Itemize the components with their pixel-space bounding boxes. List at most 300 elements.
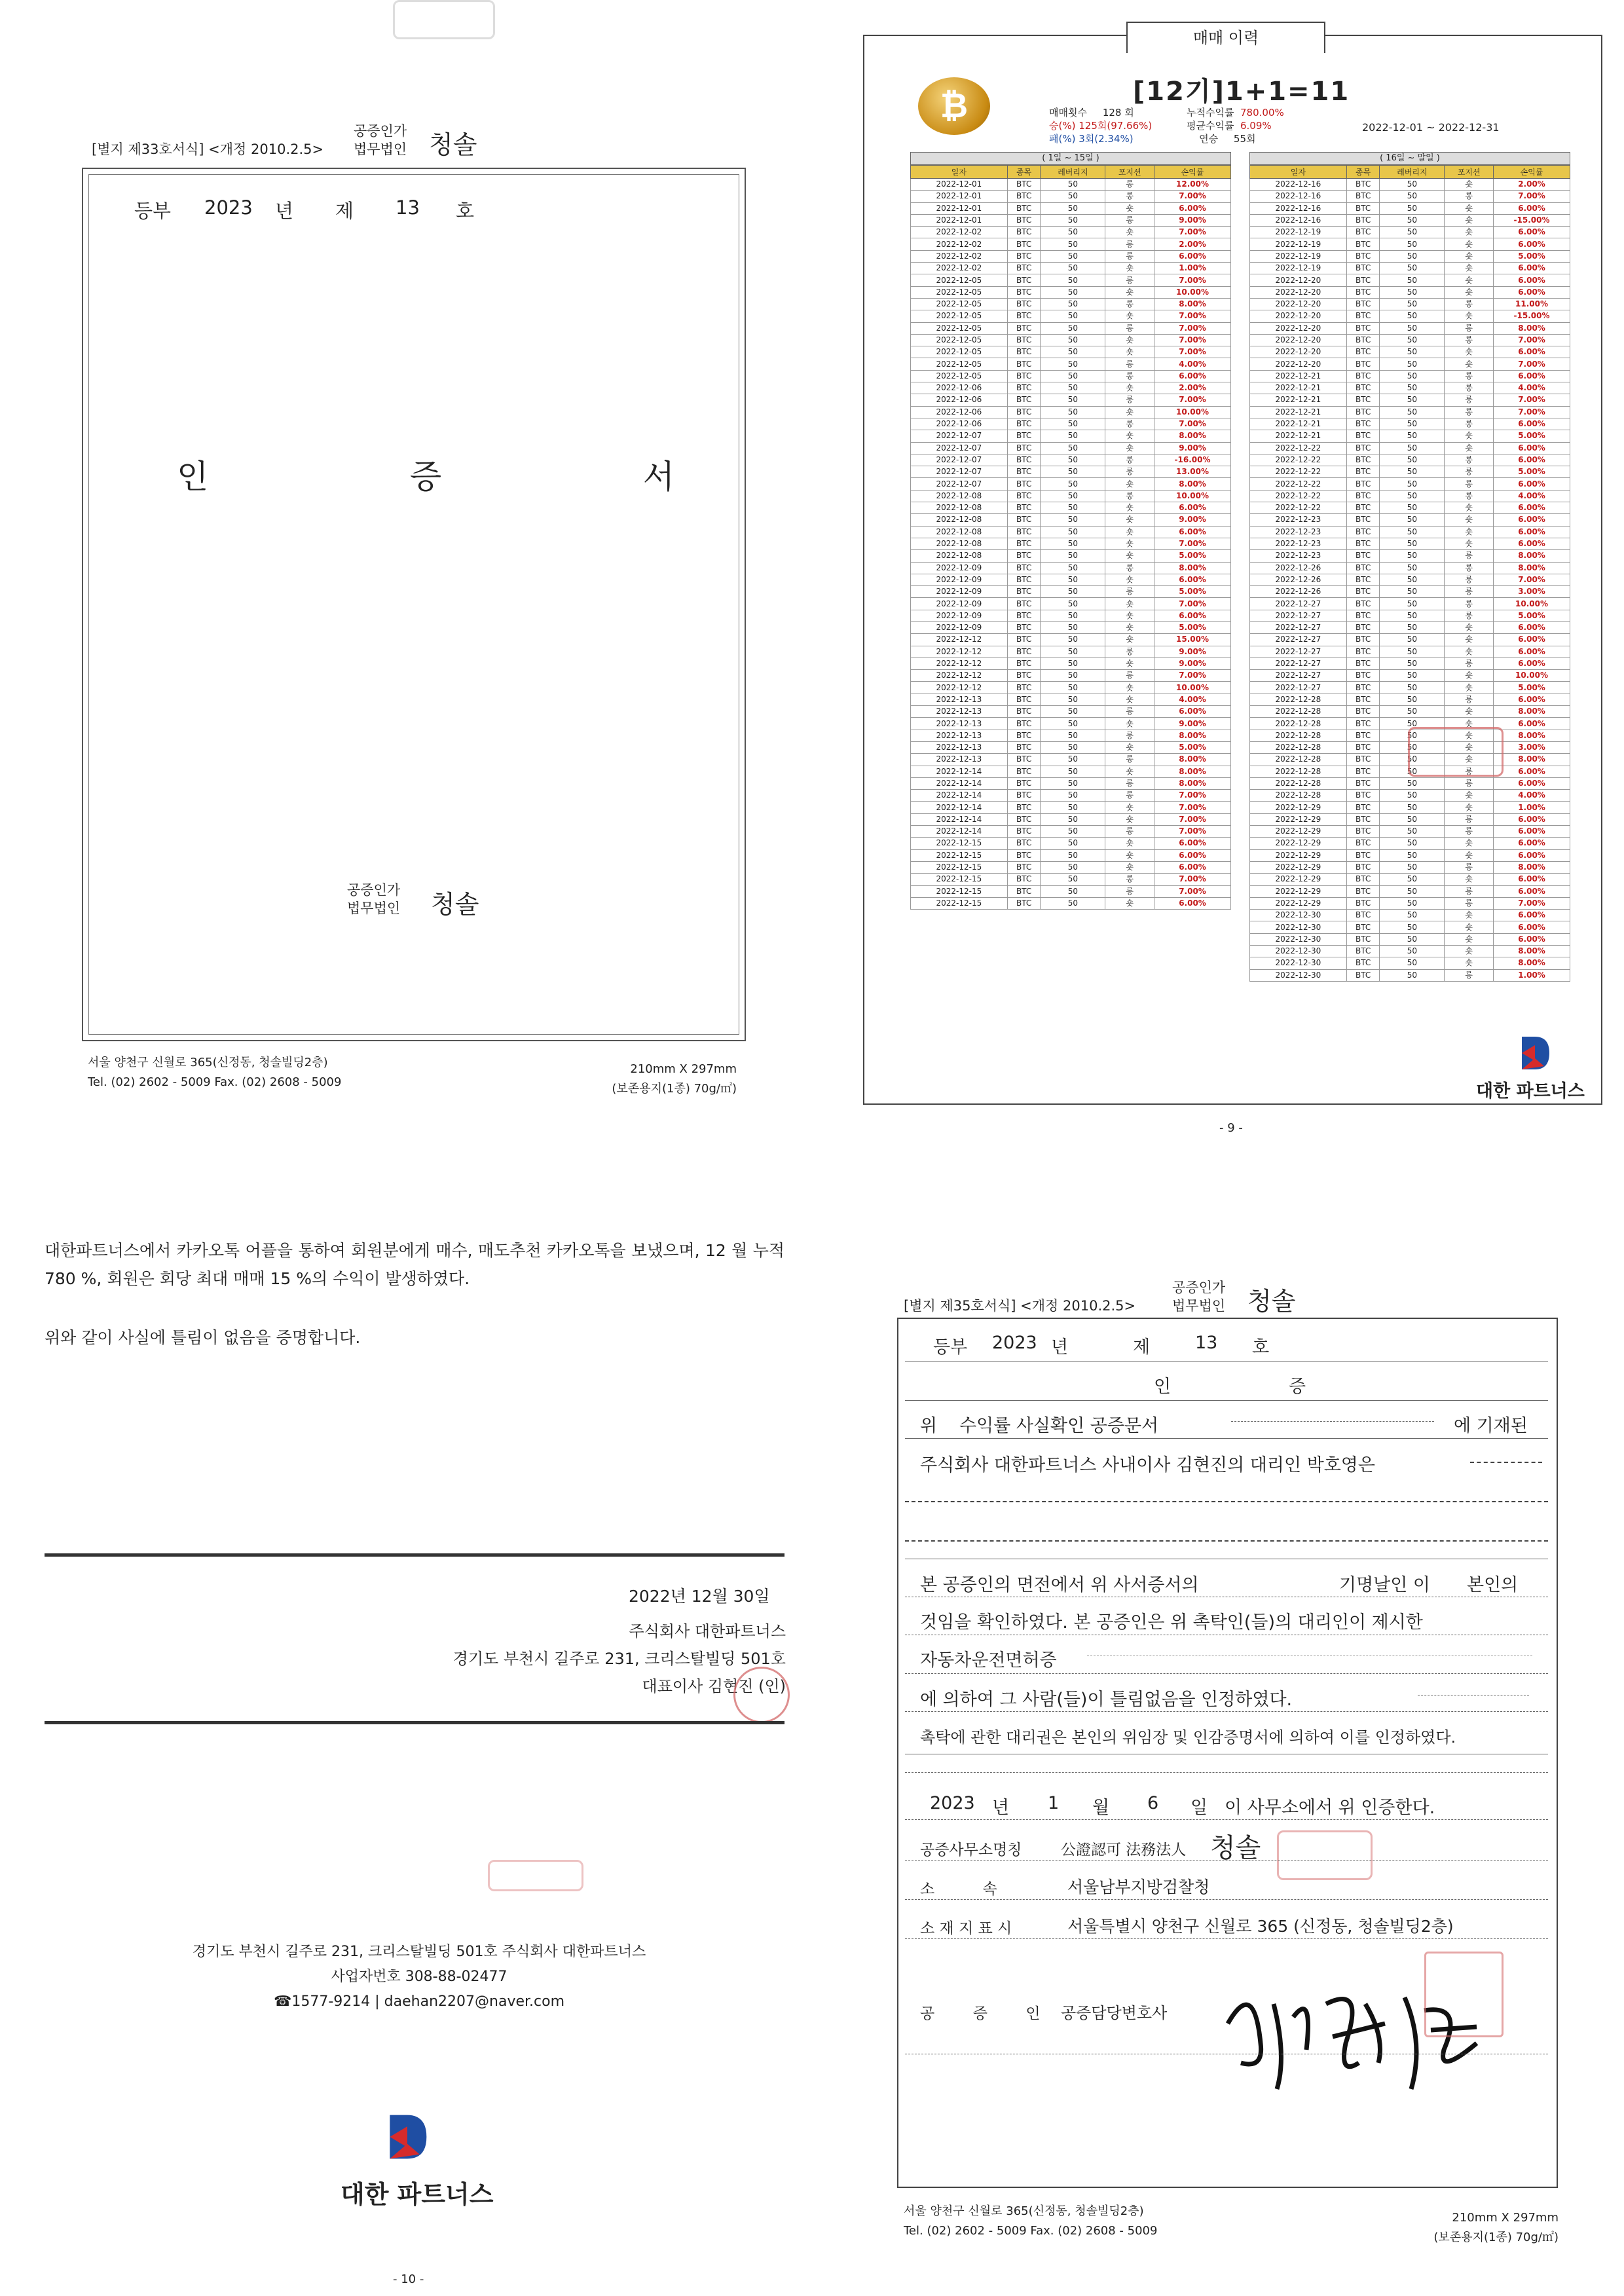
row-date: 2022-12-05 — [911, 334, 1008, 346]
row-symbol: BTC — [1346, 430, 1380, 442]
col-pl: 손익률 — [1494, 166, 1570, 179]
row-pl: 12.00% — [1154, 179, 1231, 191]
row-pl: 6.00% — [1494, 766, 1570, 777]
trade-row — [911, 861, 1231, 873]
row-leverage: 50 — [1380, 202, 1445, 214]
trade-row — [911, 730, 1231, 741]
row-symbol: BTC — [1007, 874, 1041, 885]
belong-value: 서울남부지방검찰청 — [1067, 1878, 1210, 1897]
row-pl: 9.00% — [1154, 646, 1231, 657]
row-symbol: BTC — [1007, 718, 1041, 730]
trade-row — [1250, 418, 1570, 430]
row-pl: 7.00% — [1154, 885, 1231, 897]
row-position: 숏 — [1105, 574, 1154, 585]
row-position: 롱 — [1445, 586, 1494, 598]
row-leverage: 50 — [1041, 849, 1105, 861]
location-label: 소 재 지 표 시 — [920, 1920, 1012, 1937]
row-pl: 5.00% — [1154, 550, 1231, 562]
row-symbol: BTC — [1346, 670, 1380, 682]
trade-row — [911, 238, 1231, 250]
row-pl: 8.00% — [1494, 322, 1570, 334]
row-symbol: BTC — [1007, 826, 1041, 838]
row-leverage: 50 — [1380, 790, 1445, 802]
notary-value: 공증담당변호사 — [1061, 2004, 1168, 2022]
row-leverage: 50 — [1041, 466, 1105, 478]
trade-row — [911, 754, 1231, 766]
row-position: 롱 — [1105, 238, 1154, 250]
row-date: 2022-12-06 — [911, 418, 1008, 430]
row-symbol: BTC — [1007, 263, 1041, 274]
form-label: [별지 제35호서식] <개정 2010.2.5> — [904, 1298, 1136, 1314]
row-date: 2022-12-02 — [911, 238, 1008, 250]
trade-row — [911, 442, 1231, 454]
row-position: 롱 — [1445, 610, 1494, 621]
row-date: 2022-12-20 — [1250, 346, 1347, 358]
trade-row — [911, 418, 1231, 430]
row-date: 2022-12-01 — [911, 191, 1008, 202]
row-leverage: 50 — [1041, 263, 1105, 274]
row-date: 2022-12-12 — [911, 657, 1008, 669]
row-date: 2022-12-15 — [911, 897, 1008, 909]
trade-row — [1250, 202, 1570, 214]
row-symbol: BTC — [1346, 310, 1380, 322]
row-position: 롱 — [1105, 885, 1154, 897]
row-leverage: 50 — [1380, 334, 1445, 346]
row-position: 숏 — [1105, 526, 1154, 538]
paper-size: 210mm X 297mm — [630, 1062, 737, 1076]
trade-row — [1250, 646, 1570, 657]
reg-prefix: 등부 — [933, 1337, 968, 1358]
reg-prefix: 등부 — [134, 200, 172, 222]
row-date: 2022-12-07 — [911, 454, 1008, 466]
row-position: 롱 — [1445, 298, 1494, 310]
row-date: 2022-12-14 — [911, 813, 1008, 825]
row-symbol: BTC — [1346, 214, 1380, 226]
trade-row — [911, 777, 1231, 789]
row-pl: 5.00% — [1494, 250, 1570, 262]
row-symbol: BTC — [1346, 466, 1380, 478]
office-line2: 법무법인 — [1172, 1298, 1226, 1314]
row-pl: 6.00% — [1494, 813, 1570, 825]
trade-row — [911, 502, 1231, 514]
row-position: 롱 — [1105, 370, 1154, 382]
row-symbol: BTC — [1007, 346, 1041, 358]
row-pl: 5.00% — [1494, 466, 1570, 478]
row-position: 롱 — [1105, 874, 1154, 885]
row-symbol: BTC — [1007, 334, 1041, 346]
notary-seal — [1424, 1952, 1504, 2037]
row-pl: 6.00% — [1154, 838, 1231, 849]
trade-row — [1250, 442, 1570, 454]
notary-label: 공 증 인 — [920, 2005, 1041, 2022]
row-pl: 8.00% — [1154, 730, 1231, 741]
row-date: 2022-12-02 — [911, 227, 1008, 238]
row-leverage: 50 — [1041, 562, 1105, 574]
trade-row — [911, 670, 1231, 682]
office-line2: 법무법인 — [354, 141, 407, 157]
row-date: 2022-12-29 — [1250, 897, 1347, 909]
trade-row — [1250, 274, 1570, 286]
row-position: 숏 — [1105, 849, 1154, 861]
row-leverage: 50 — [1041, 382, 1105, 394]
row-date: 2022-12-13 — [911, 741, 1008, 753]
row-symbol: BTC — [1346, 454, 1380, 466]
office-label — [1172, 1278, 1225, 1315]
row-leverage: 50 — [1380, 227, 1445, 238]
row-leverage: 50 — [1380, 682, 1445, 694]
col-pl: 손익률 — [1154, 166, 1231, 179]
row-pl: 6.00% — [1154, 370, 1231, 382]
row-symbol: BTC — [1346, 394, 1380, 406]
row-pl: 6.00% — [1494, 238, 1570, 250]
certificate-inner-frame — [88, 174, 739, 1035]
row-date: 2022-12-28 — [1250, 790, 1347, 802]
row-pl: 8.00% — [1154, 777, 1231, 789]
row-pl: 7.00% — [1154, 274, 1231, 286]
row-pl: 6.00% — [1154, 706, 1231, 718]
trade-row — [1250, 286, 1570, 298]
row-date: 2022-12-13 — [911, 718, 1008, 730]
trade-row — [911, 298, 1231, 310]
trade-row — [911, 286, 1231, 298]
row-position: 숏 — [1105, 838, 1154, 849]
row-pl: 6.00% — [1494, 274, 1570, 286]
trade-row — [911, 646, 1231, 657]
row-position: 숏 — [1445, 346, 1494, 358]
row-position: 숏 — [1445, 706, 1494, 718]
row-pl: 6.00% — [1494, 442, 1570, 454]
row-date: 2022-12-16 — [1250, 202, 1347, 214]
row-symbol: BTC — [1346, 838, 1380, 849]
row-date: 2022-12-20 — [1250, 358, 1347, 370]
row-position: 롱 — [1105, 274, 1154, 286]
row-pl: 7.00% — [1154, 227, 1231, 238]
row-position: 롱 — [1445, 897, 1494, 909]
row-symbol: BTC — [1346, 861, 1380, 873]
row-pl: 6.00% — [1154, 202, 1231, 214]
row-pl: 9.00% — [1154, 214, 1231, 226]
row-symbol: BTC — [1346, 586, 1380, 598]
row-date: 2022-12-09 — [911, 598, 1008, 610]
row-pl: 10.00% — [1154, 682, 1231, 694]
row-leverage: 50 — [1380, 657, 1445, 669]
row-leverage: 50 — [1041, 802, 1105, 813]
row-leverage: 50 — [1041, 526, 1105, 538]
row-date: 2022-12-27 — [1250, 657, 1347, 669]
row-pl: 8.00% — [1494, 730, 1570, 741]
row-date: 2022-12-09 — [911, 562, 1008, 574]
row-symbol: BTC — [1007, 813, 1041, 825]
col-symbol: 종목 — [1346, 166, 1380, 179]
row-leverage: 50 — [1380, 586, 1445, 598]
row-position: 롱 — [1445, 562, 1494, 574]
fill-dash — [1470, 1462, 1542, 1463]
fill-dash — [905, 1501, 1548, 1502]
page-number-10: - 10 - — [393, 2272, 424, 2286]
row-position: 숏 — [1445, 790, 1494, 802]
trade-row — [911, 526, 1231, 538]
row-symbol: BTC — [1007, 358, 1041, 370]
win-value: 125회(97.66%) — [1079, 120, 1153, 132]
row-date: 2022-12-08 — [911, 490, 1008, 502]
trades-value: 128 회 — [1102, 107, 1134, 119]
stats-labels-left — [1049, 106, 1152, 145]
company-footer — [92, 1940, 747, 2014]
trade-row — [1250, 263, 1570, 274]
row-date: 2022-12-12 — [911, 682, 1008, 694]
row-symbol: BTC — [1007, 849, 1041, 861]
row-position: 숏 — [1445, 670, 1494, 682]
row-date: 2022-12-07 — [911, 466, 1008, 478]
left-header-row — [911, 166, 1231, 179]
trade-row — [911, 610, 1231, 621]
row-symbol: BTC — [1346, 718, 1380, 730]
row-pl: 6.00% — [1494, 263, 1570, 274]
row-date: 2022-12-20 — [1250, 334, 1347, 346]
row-leverage: 50 — [1041, 861, 1105, 873]
row-date: 2022-12-27 — [1250, 634, 1347, 646]
trade-row — [1250, 358, 1570, 370]
row-symbol: BTC — [1346, 202, 1380, 214]
row-pl: 6.00% — [1494, 694, 1570, 705]
row-leverage: 50 — [1041, 490, 1105, 502]
trade-row — [1250, 227, 1570, 238]
row-position: 숏 — [1105, 538, 1154, 549]
row-pl: 5.00% — [1154, 586, 1231, 598]
row-pl: 5.00% — [1154, 741, 1231, 753]
row-date: 2022-12-22 — [1250, 442, 1347, 454]
row-leverage: 50 — [1041, 346, 1105, 358]
row-date: 2022-12-02 — [911, 263, 1008, 274]
row-pl: 7.00% — [1154, 538, 1231, 549]
row-leverage: 50 — [1041, 191, 1105, 202]
row-position: 숏 — [1105, 550, 1154, 562]
l8-authority: 촉탁에 관한 대리권은 본인의 위임장 및 인감증명서에 의하여 이를 인정하였다. — [920, 1728, 1456, 1747]
row-leverage: 50 — [1380, 191, 1445, 202]
row-leverage: 50 — [1380, 478, 1445, 490]
row-pl: 7.00% — [1494, 394, 1570, 406]
row-pl: -15.00% — [1494, 310, 1570, 322]
row-pl: 7.00% — [1494, 191, 1570, 202]
trade-row — [911, 562, 1231, 574]
trade-row — [911, 394, 1231, 406]
row-symbol: BTC — [1007, 634, 1041, 646]
l4-c: 본인의 — [1467, 1575, 1519, 1595]
row-position: 롱 — [1445, 813, 1494, 825]
row-leverage: 50 — [1380, 263, 1445, 274]
row-leverage: 50 — [1380, 298, 1445, 310]
row-symbol: BTC — [1007, 466, 1041, 478]
page-number-9: - 9 - — [1219, 1121, 1243, 1135]
row-symbol: BTC — [1007, 706, 1041, 718]
row-symbol: BTC — [1007, 670, 1041, 682]
row-leverage: 50 — [1380, 442, 1445, 454]
row-symbol: BTC — [1346, 897, 1380, 909]
row-date: 2022-12-28 — [1250, 694, 1347, 705]
trade-row — [1250, 586, 1570, 598]
row-leverage: 50 — [1041, 574, 1105, 585]
row-symbol: BTC — [1007, 418, 1041, 430]
row-symbol: BTC — [1007, 298, 1041, 310]
row-leverage: 50 — [1380, 933, 1445, 945]
office-name: 청솔 — [1247, 1287, 1296, 1316]
trade-row — [1250, 910, 1570, 921]
trade-row — [1250, 238, 1570, 250]
row-position: 롱 — [1445, 826, 1494, 838]
office-line2-bottom: 법무법인 — [347, 900, 401, 916]
row-leverage: 50 — [1041, 694, 1105, 705]
trade-row — [1250, 490, 1570, 502]
row-symbol: BTC — [1007, 214, 1041, 226]
row-pl: 6.00% — [1494, 657, 1570, 669]
row-symbol: BTC — [1346, 263, 1380, 274]
row-pl: 4.00% — [1154, 358, 1231, 370]
row-pl: 6.00% — [1154, 502, 1231, 514]
logo-icon — [1515, 1033, 1555, 1073]
trade-row — [1250, 514, 1570, 526]
row-pl: 6.00% — [1494, 838, 1570, 849]
row-leverage: 50 — [1041, 874, 1105, 885]
trade-row — [911, 849, 1231, 861]
row-position: 숏 — [1105, 334, 1154, 346]
row-date: 2022-12-06 — [911, 382, 1008, 394]
cert-char-2: 증 — [1289, 1377, 1306, 1397]
row-symbol: BTC — [1007, 586, 1041, 598]
trade-row — [1250, 538, 1570, 549]
row-position: 롱 — [1105, 826, 1154, 838]
l1-pre: 위 — [920, 1416, 938, 1436]
row-date: 2022-12-19 — [1250, 238, 1347, 250]
row-leverage: 50 — [1041, 394, 1105, 406]
trade-row — [911, 874, 1231, 885]
footer-contact: ☎1577-9214 | daehan2207@naver.com — [273, 1993, 565, 2010]
row-pl: 4.00% — [1494, 382, 1570, 394]
row-position: 롱 — [1105, 179, 1154, 191]
row-position: 숏 — [1445, 921, 1494, 933]
row-pl: 10.00% — [1494, 670, 1570, 682]
row-leverage: 50 — [1380, 214, 1445, 226]
row-position: 롱 — [1445, 777, 1494, 789]
l1-document: 수익률 사실확인 공증문서 — [959, 1416, 1159, 1436]
row-date: 2022-12-26 — [1250, 562, 1347, 574]
row-date: 2022-12-16 — [1250, 179, 1347, 191]
trade-row — [911, 766, 1231, 777]
row-date: 2022-12-30 — [1250, 969, 1347, 981]
row-pl: 8.00% — [1154, 478, 1231, 490]
row-symbol: BTC — [1007, 610, 1041, 621]
row-pl: 11.00% — [1494, 298, 1570, 310]
row-position: 롱 — [1445, 370, 1494, 382]
rule — [905, 1711, 1548, 1712]
row-position: 롱 — [1445, 478, 1494, 490]
row-symbol: BTC — [1007, 238, 1041, 250]
row-leverage: 50 — [1041, 657, 1105, 669]
row-leverage: 50 — [1041, 418, 1105, 430]
row-symbol: BTC — [1346, 238, 1380, 250]
reg-year-unit: 년 — [275, 200, 294, 222]
row-date: 2022-12-05 — [911, 370, 1008, 382]
row-symbol: BTC — [1346, 813, 1380, 825]
row-symbol: BTC — [1346, 334, 1380, 346]
row-leverage: 50 — [1380, 394, 1445, 406]
row-pl: 6.00% — [1494, 777, 1570, 789]
col-leverage: 레버리지 — [1380, 166, 1445, 179]
row-date: 2022-12-09 — [911, 574, 1008, 585]
row-position: 숏 — [1445, 250, 1494, 262]
reg-year-unit: 년 — [1051, 1337, 1069, 1358]
l2-proxy: 주식회사 대한파트너스 사내이사 김현진의 대리인 박호영은 — [920, 1455, 1375, 1475]
row-pl: 15.00% — [1154, 634, 1231, 646]
row-position: 숏 — [1105, 346, 1154, 358]
row-leverage: 50 — [1380, 370, 1445, 382]
coin-symbol: ₿ — [940, 86, 969, 126]
row-date: 2022-12-14 — [911, 826, 1008, 838]
row-pl: 3.00% — [1494, 586, 1570, 598]
row-leverage: 50 — [1041, 621, 1105, 633]
row-position: 숏 — [1105, 657, 1154, 669]
row-leverage: 50 — [1380, 957, 1445, 969]
row-symbol: BTC — [1346, 538, 1380, 549]
period-range: 2022-12-01 ~ 2022-12-31 — [1362, 121, 1500, 134]
row-position: 숏 — [1445, 933, 1494, 945]
row-pl: 5.00% — [1154, 621, 1231, 633]
date-day: 6 — [1147, 1793, 1159, 1813]
row-leverage: 50 — [1041, 250, 1105, 262]
row-date: 2022-12-14 — [911, 802, 1008, 813]
row-date: 2022-12-01 — [911, 179, 1008, 191]
row-pl: 8.00% — [1154, 430, 1231, 442]
row-pl: 7.00% — [1154, 191, 1231, 202]
trade-row — [1250, 346, 1570, 358]
row-date: 2022-12-21 — [1250, 418, 1347, 430]
row-leverage: 50 — [1041, 430, 1105, 442]
row-leverage: 50 — [1380, 598, 1445, 610]
row-leverage: 50 — [1041, 227, 1105, 238]
row-position: 롱 — [1105, 454, 1154, 466]
row-date: 2022-12-22 — [1250, 502, 1347, 514]
row-pl: 7.00% — [1494, 406, 1570, 418]
row-date: 2022-12-09 — [911, 586, 1008, 598]
logo-text: 대한 파트너스 — [341, 2180, 494, 2209]
certificate-title — [177, 451, 674, 498]
row-leverage: 50 — [1041, 334, 1105, 346]
row-date: 2022-12-22 — [1250, 466, 1347, 478]
trade-row — [911, 790, 1231, 802]
row-date: 2022-12-29 — [1250, 861, 1347, 873]
row-symbol: BTC — [1346, 406, 1380, 418]
row-pl: 6.00% — [1494, 370, 1570, 382]
row-pl: 10.00% — [1154, 490, 1231, 502]
row-pl: 6.00% — [1494, 849, 1570, 861]
row-position: 롱 — [1105, 790, 1154, 802]
row-date: 2022-12-28 — [1250, 754, 1347, 766]
trade-row — [911, 813, 1231, 825]
trade-row — [1250, 777, 1570, 789]
row-symbol: BTC — [1007, 897, 1041, 909]
rule — [905, 1819, 1548, 1820]
row-pl: 10.00% — [1154, 406, 1231, 418]
row-leverage: 50 — [1380, 550, 1445, 562]
trade-row — [911, 490, 1231, 502]
trade-row — [911, 274, 1231, 286]
stats-labels-right — [1187, 106, 1284, 145]
cum-value: 780.00% — [1240, 107, 1284, 119]
row-date: 2022-12-27 — [1250, 598, 1347, 610]
office-address — [88, 1053, 341, 1092]
row-symbol: BTC — [1007, 538, 1041, 549]
row-position: 숏 — [1445, 838, 1494, 849]
row-leverage: 50 — [1041, 310, 1105, 322]
